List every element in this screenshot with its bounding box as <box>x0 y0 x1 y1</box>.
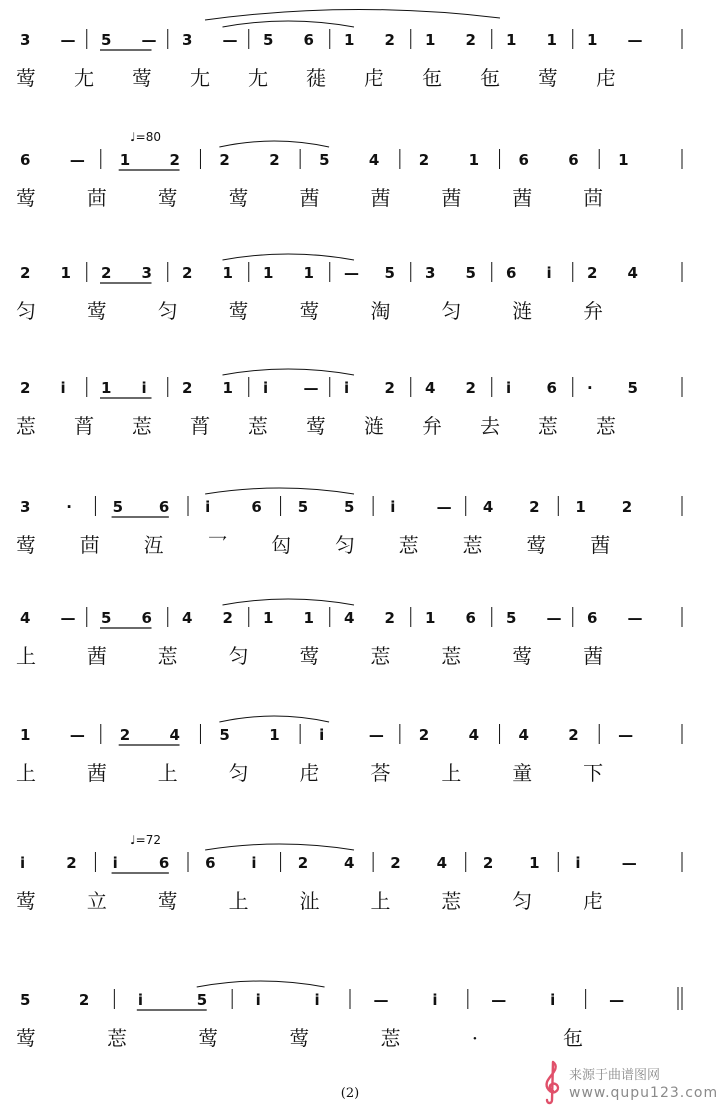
jianpu-note: i <box>141 379 147 397</box>
jianpu-note: i <box>251 854 257 872</box>
jianpu-note: 6 <box>205 854 216 872</box>
tablature-character: 莺 <box>228 186 249 210</box>
jianpu-note: i <box>263 379 269 397</box>
jianpu-note: — <box>618 726 634 744</box>
jianpu-note: 2 <box>465 31 476 49</box>
tablature-character: 莺 <box>16 1026 36 1050</box>
jianpu-note: 6 <box>568 151 579 169</box>
jianpu-note: 6 <box>303 31 314 49</box>
tablature-character: 㐌 <box>480 66 500 90</box>
jianpu-note: 3 <box>182 31 193 49</box>
jianpu-note: 5 <box>319 151 330 169</box>
jianpu-note: — <box>141 31 157 49</box>
jianpu-note: 1 <box>425 31 436 49</box>
jianpu-note: i <box>344 379 350 397</box>
jianpu-note: 4 <box>182 609 193 627</box>
tempo-marking: ♩=80 <box>130 130 161 144</box>
jianpu-note: i <box>137 991 143 1009</box>
jianpu-note: 2 <box>222 609 233 627</box>
jianpu-note: i <box>550 991 556 1009</box>
jianpu-note: 4 <box>344 854 355 872</box>
watermark-line2: www.qupu123.com <box>569 1085 718 1101</box>
slur-arc <box>205 488 354 494</box>
tablature-character: 莺 <box>526 533 547 557</box>
tablature-character: 㐌 <box>562 1026 583 1050</box>
jianpu-note: i <box>575 854 581 872</box>
tablature-character: 上 <box>16 644 36 668</box>
tablature-character: 上 <box>157 761 178 785</box>
jianpu-note: 1 <box>20 726 31 744</box>
jianpu-note: 2 <box>297 854 309 872</box>
jianpu-note: — <box>344 264 359 282</box>
jianpu-note: 1 <box>222 379 233 397</box>
tablature-character: 上 <box>370 889 391 913</box>
tablature-character: 莺 <box>306 414 326 438</box>
tablature-character: 匀 <box>335 533 355 557</box>
jianpu-note: 2 <box>418 151 430 169</box>
tablature-character: 虍 <box>364 66 384 90</box>
jianpu-note: 2 <box>119 726 131 744</box>
jianpu-note: 2 <box>465 379 476 397</box>
tablature-character: 莺 <box>16 66 36 90</box>
tablature-character: 荅 <box>370 761 391 785</box>
jianpu-note: 1 <box>119 151 131 169</box>
tablature-character: 匀 <box>16 299 36 323</box>
tablature-character: 虍 <box>299 761 320 785</box>
jianpu-note: 4 <box>425 379 436 397</box>
tablature-character: 立 <box>86 889 107 913</box>
tempo-marking: ♩=72 <box>130 833 161 847</box>
tablature-character: 莺 <box>86 299 107 323</box>
tablature-character: 匀 <box>441 299 462 323</box>
tablature-character: 莣 <box>441 889 462 913</box>
jianpu-note: 2 <box>269 151 280 169</box>
jianpu-note: 2 <box>169 151 180 169</box>
tablature-character: 莣 <box>441 644 462 668</box>
tablature-character: 莤 <box>86 644 107 668</box>
jianpu-note: 4 <box>468 726 480 744</box>
tablature-character: 莺 <box>538 66 558 90</box>
jianpu-note: i <box>255 991 261 1009</box>
tablature-character: 莺 <box>16 186 36 210</box>
jianpu-note: 4 <box>20 609 31 627</box>
tablature-character: 莺 <box>198 1026 219 1050</box>
jianpu-note: 2 <box>529 498 540 516</box>
jianpu-note: — <box>436 498 452 516</box>
jianpu-note: 1 <box>425 609 436 627</box>
jianpu-note: i <box>112 854 118 872</box>
jianpu-note: 5 <box>263 31 274 49</box>
tablature-character: 上 <box>441 761 462 785</box>
tablature-character: 莣 <box>538 414 558 438</box>
jianpu-note: 6 <box>251 498 262 516</box>
jianpu-note: 4 <box>344 609 355 627</box>
tablature-character: 去 <box>480 414 500 438</box>
jianpu-note: 5 <box>101 31 112 49</box>
tablature-character: 莺 <box>157 186 178 210</box>
tablature-character: 涟 <box>512 299 533 323</box>
jianpu-note: 5 <box>20 991 31 1009</box>
jianpu-note: 2 <box>20 379 31 397</box>
tablature-character: 尢 <box>74 66 94 90</box>
jianpu-note: 6 <box>546 379 557 397</box>
tablature-character: 莣 <box>107 1026 128 1050</box>
jianpu-note: 5 <box>101 609 112 627</box>
jianpu-note: 2 <box>78 991 90 1009</box>
jianpu-note: 2 <box>390 854 401 872</box>
watermark-line1: 来源于曲谱图网 <box>569 1068 661 1083</box>
tablature-character: 匃 <box>271 533 292 557</box>
jianpu-note: 1 <box>263 609 274 627</box>
jianpu-note: — <box>621 854 637 872</box>
jianpu-note: 4 <box>169 726 180 744</box>
jianpu-note: 2 <box>482 854 494 872</box>
slur-arc <box>219 141 329 147</box>
tablature-character: 莤 <box>86 761 107 785</box>
jianpu-note: — <box>69 151 85 169</box>
jianpu-note: · <box>66 498 72 516</box>
tablature-character: 蓰 <box>306 66 326 90</box>
slur-arc <box>223 599 355 605</box>
jianpu-note: 2 <box>384 609 395 627</box>
tablature-character: 莦 <box>190 414 210 438</box>
jianpu-note: 1 <box>506 31 517 49</box>
tablature-character: 童 <box>512 761 533 785</box>
jianpu-note: i <box>20 854 26 872</box>
jianpu-note: 2 <box>587 264 598 282</box>
jianpu-note: 1 <box>618 151 629 169</box>
jianpu-note: 1 <box>575 498 586 516</box>
jianpu-note: 1 <box>587 31 598 49</box>
jianpu-note: i <box>390 498 396 516</box>
tablature-character: 上 <box>16 761 36 785</box>
jianpu-note: — <box>627 31 643 49</box>
tablature-character: · <box>471 1026 479 1050</box>
jianpu-note: — <box>303 379 319 397</box>
jianpu-note: 2 <box>101 264 112 282</box>
tablature-character: 㐌 <box>422 66 442 90</box>
jianpu-note: i <box>546 264 552 282</box>
jianpu-note: 1 <box>303 264 314 282</box>
jianpu-note: 2 <box>66 854 77 872</box>
jianpu-note: 5 <box>627 379 638 397</box>
jianpu-note: 1 <box>468 151 480 169</box>
jianpu-note: 5 <box>219 726 230 744</box>
tablature-character: 莣 <box>157 644 178 668</box>
jianpu-note: i <box>432 991 438 1009</box>
watermark-logo <box>537 1058 718 1108</box>
jianpu-note: 2 <box>219 151 230 169</box>
tablature-character: 茴 <box>79 533 100 557</box>
jianpu-note: — <box>609 991 625 1009</box>
jianpu-note: 4 <box>518 726 529 744</box>
jianpu-note: — <box>222 31 238 49</box>
jianpu-note: 1 <box>60 264 71 282</box>
jianpu-note: 5 <box>297 498 309 516</box>
jianpu-note: i <box>506 379 512 397</box>
slur-arc <box>219 716 329 722</box>
jianpu-note: 5 <box>465 264 476 282</box>
slur-arc <box>223 21 355 27</box>
tablature-character: 弁 <box>583 299 604 323</box>
tablature-character: 涟 <box>364 414 384 438</box>
slur-arc <box>223 254 355 260</box>
jianpu-note: 6 <box>141 609 152 627</box>
jianpu-note: — <box>546 609 562 627</box>
tablature-character: 莣 <box>16 414 36 438</box>
tablature-character: 莣 <box>132 414 152 438</box>
jianpu-note: 6 <box>587 609 598 627</box>
jianpu-note: 5 <box>506 609 517 627</box>
jianpu-note: i <box>314 991 320 1009</box>
jianpu-note: — <box>491 991 507 1009</box>
jianpu-note: 1 <box>269 726 280 744</box>
tablature-character: 莣 <box>380 1026 401 1050</box>
jianpu-note: i <box>205 498 211 516</box>
jianpu-note: 1 <box>529 854 540 872</box>
tablature-character: 上 <box>228 889 249 913</box>
tablature-character: 匀 <box>512 889 533 913</box>
jianpu-note: 4 <box>436 854 448 872</box>
jianpu-note: 5 <box>112 498 124 516</box>
tablature-character: 下 <box>583 761 604 785</box>
tablature-character: 莤 <box>590 533 611 557</box>
tablature-character: 莣 <box>248 414 268 438</box>
jianpu-note: — <box>69 726 85 744</box>
tablature-character: 莣 <box>596 414 616 438</box>
slur-arc <box>205 844 354 850</box>
tablature-character: 莺 <box>299 644 320 668</box>
jianpu-note: i <box>60 379 66 397</box>
jianpu-note: 5 <box>384 264 395 282</box>
jianpu-note: 1 <box>263 264 274 282</box>
jianpu-note: — <box>368 726 384 744</box>
slur-arc <box>205 9 500 20</box>
jianpu-note: 2 <box>568 726 579 744</box>
tablature-character: 莣 <box>398 533 419 557</box>
tablature-character: 虍 <box>583 889 604 913</box>
jianpu-note: 1 <box>344 31 355 49</box>
tablature-character: 莤 <box>441 186 462 210</box>
jianpu-note: 3 <box>20 31 31 49</box>
tablature-character: 匀 <box>157 299 178 323</box>
jianpu-note: 5 <box>344 498 355 516</box>
jianpu-note: 6 <box>518 151 529 169</box>
jianpu-note: 6 <box>465 609 476 627</box>
tablature-character: 沚 <box>299 889 320 913</box>
jianpu-note: 3 <box>20 498 31 516</box>
jianpu-note: 6 <box>158 498 170 516</box>
tablature-character: 莤 <box>370 186 391 210</box>
tablature-character: 莺 <box>512 644 533 668</box>
tablature-character: 沍 <box>143 533 164 557</box>
jianpu-note: 6 <box>506 264 517 282</box>
tablature-character: 茴 <box>86 186 107 210</box>
treble-clef-icon <box>537 1058 567 1106</box>
jianpu-note: — <box>60 31 76 49</box>
tablature-character: 匀 <box>228 761 249 785</box>
jianpu-note: 3 <box>425 264 436 282</box>
jianpu-note: 2 <box>20 264 31 282</box>
tablature-character: 虍 <box>596 66 616 90</box>
tablature-character: 乛 <box>207 533 228 557</box>
tablature-character: 莣 <box>462 533 483 557</box>
jianpu-note: 2 <box>384 379 395 397</box>
jianpu-note: · <box>587 379 593 397</box>
jianpu-note: i <box>319 726 325 744</box>
slur-arc <box>197 981 325 987</box>
tablature-character: 茴 <box>583 186 604 210</box>
tablature-character: 淘 <box>370 299 391 323</box>
jianpu-note: — <box>373 991 389 1009</box>
jianpu-note: 4 <box>627 264 638 282</box>
jianpu-note: 1 <box>101 379 112 397</box>
jianpu-note: — <box>627 609 643 627</box>
tablature-character: 莺 <box>16 533 36 557</box>
tablature-character: 莺 <box>16 889 36 913</box>
tablature-character: 莤 <box>512 186 533 210</box>
slur-arc <box>223 369 355 375</box>
tablature-character: 莤 <box>583 644 604 668</box>
jianpu-note: 1 <box>303 609 314 627</box>
jianpu-note: 6 <box>20 151 31 169</box>
jianpu-note: 2 <box>182 379 193 397</box>
tablature-character: 莺 <box>289 1026 310 1050</box>
tablature-character: 莺 <box>299 299 320 323</box>
jianpu-note: — <box>60 609 76 627</box>
tablature-character: 莣 <box>370 644 391 668</box>
jianpu-note: 3 <box>141 264 152 282</box>
jianpu-note: 1 <box>546 31 557 49</box>
jianpu-note: 2 <box>621 498 633 516</box>
jianpu-note: 2 <box>384 31 395 49</box>
jianpu-note: 5 <box>196 991 208 1009</box>
tablature-character: 莺 <box>132 66 152 90</box>
tablature-character: 弁 <box>422 414 442 438</box>
jianpu-note: 4 <box>368 151 380 169</box>
tablature-character: 莺 <box>157 889 178 913</box>
jianpu-note: 6 <box>158 854 170 872</box>
jianpu-note: 2 <box>182 264 193 282</box>
jianpu-note: 4 <box>482 498 494 516</box>
jianpu-note: 1 <box>222 264 233 282</box>
tablature-character: 尢 <box>190 66 210 90</box>
tablature-character: 莺 <box>228 299 249 323</box>
tablature-character: 莦 <box>74 414 94 438</box>
tablature-character: 匀 <box>228 644 249 668</box>
jianpu-note: 2 <box>418 726 430 744</box>
tablature-character: 尢 <box>248 66 268 90</box>
tablature-character: 莤 <box>299 186 320 210</box>
page-number: (2) <box>340 1086 360 1101</box>
